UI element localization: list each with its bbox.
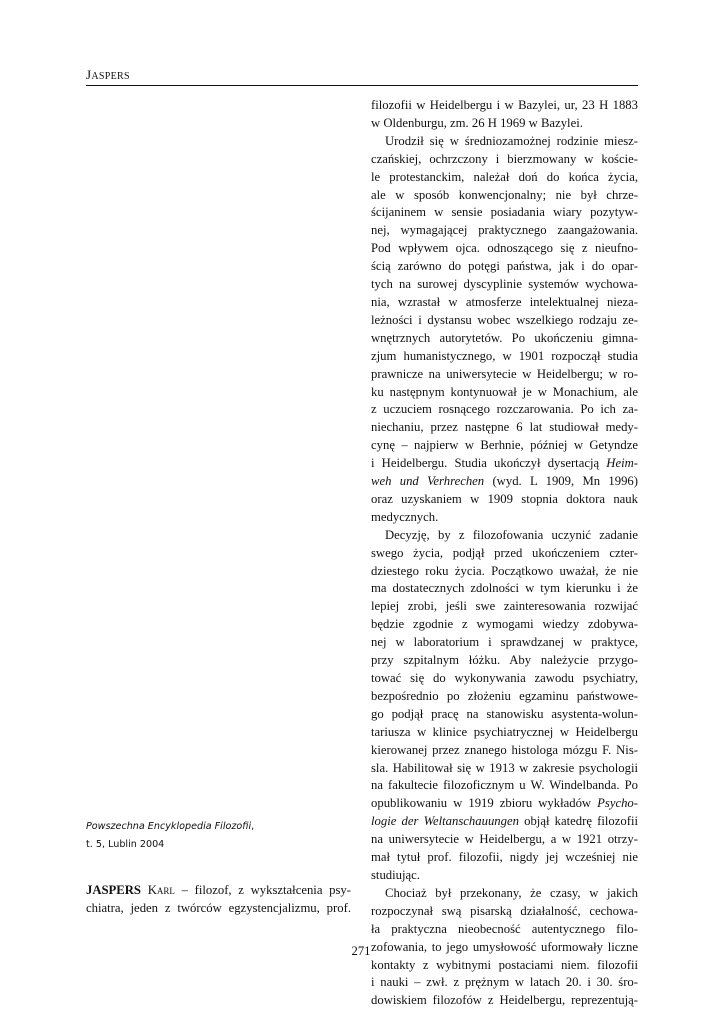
encyclopedia-entry-start xyxy=(86,882,351,918)
text-line: mał tytuł prof. filozofii, nigdy jej wcześniej nie xyxy=(371,850,638,865)
text-line: dziestego roku życia. Początkowo uważał, że nie xyxy=(371,563,638,578)
text-line: w Oldenburgu, zm. 26 H 1969 w Bazylei. xyxy=(371,115,583,130)
text-line: nej w laboratorium i sprawdzanej w praktyce, xyxy=(371,635,638,650)
citation-source-line xyxy=(86,818,326,836)
text-line: oraz uzyskaniem w 1909 stopnia doktora nauk xyxy=(371,491,638,506)
text-line: przy szpitalnym łóżku. Aby należycie przygo- xyxy=(371,653,638,668)
citation-source-title: Powszechna Encyklopedia Filozofii xyxy=(86,821,252,832)
text-line: filozofii w Heidelbergu i w Bazylei, ur, 23 H 1883 xyxy=(371,98,638,112)
paragraph-4 xyxy=(371,885,638,1010)
text-line: Decyzję, by z filozofowania uczynić zadanie xyxy=(385,527,638,542)
text-line: czańskiej, ochrzczony i bierzmowany w koście- xyxy=(371,151,638,166)
citation-comma: , xyxy=(251,821,255,832)
paragraph-3 xyxy=(371,527,638,885)
text-line: prawnicze na uniwersytecie w Heidelbergu; w ro- xyxy=(371,366,638,381)
text-line: ku następnym kontynuował je w Monachium, ale xyxy=(371,384,638,399)
text-line xyxy=(371,795,638,813)
text-line: tować się do wykonywania zawodu psychiatry, xyxy=(371,671,638,685)
book-title-fragment: logie der Weltanschauungen xyxy=(371,814,519,829)
text-fragment: objął katedrę filozofii xyxy=(518,814,638,829)
header-title-initial: J xyxy=(86,67,92,82)
text-line: rozpoczynał swą pisarską działalność, cechowa- xyxy=(371,903,638,918)
text-line: le protestanckim, należał doń do końca życia, xyxy=(371,169,638,184)
book-title-fragment: Heim- xyxy=(606,456,638,471)
text-line: zofowania, to jego umysłowość uformowały liczne xyxy=(371,939,638,954)
text-line: sla. Habilitował się w 1913 w zakresie psychologii xyxy=(371,760,638,775)
text-line: nia, wzrastał w atmosferze intelektualnej nieza- xyxy=(371,294,638,309)
text-line: wnętrznych autorytetów. Po ukończeniu gimna- xyxy=(371,330,638,345)
text-line: bezpośrednio po złożeniu egzaminu państwowe- xyxy=(371,688,638,703)
text-line: ścią zarówno do potęgi państwa, jak i do opar- xyxy=(371,259,638,274)
citation-details: t. 5, Lublin 2004 xyxy=(86,839,165,850)
text-line: studiując. xyxy=(371,867,420,882)
text-line: z uczuciem rosnącego rozczarowania. Po ich za- xyxy=(371,402,638,417)
entry-headword: JASPERS xyxy=(86,883,141,897)
text-fragment: i Heidelbergu. Studia ukończył dysertacją xyxy=(371,456,607,471)
text-line xyxy=(371,473,638,491)
text-line: ale w sposób konwencjonalny; nie był chrze- xyxy=(371,187,638,202)
text-line: chiatra, jeden z twórców egzystencjalizmu, prof. xyxy=(86,900,351,915)
text-line: będzie zgodnie z wymogami wiedzy zdobywa- xyxy=(371,617,638,632)
running-header-title xyxy=(86,67,130,83)
paragraph-2 xyxy=(371,133,638,527)
text-fragment: (wyd. L 1909, Mn 1996) xyxy=(484,474,638,489)
text-line: kierowanej przez znanego histologa mózgu F. Nis- xyxy=(371,742,638,757)
book-title-fragment: Psycho- xyxy=(597,796,638,811)
text-line: ma dostatecznych zdolności w tym kierunku i że xyxy=(371,581,638,596)
text-line: niechaniu, przez następne 6 lat studiował medy- xyxy=(371,420,638,435)
right-column-text xyxy=(371,97,638,1010)
text-line: kontakty z wybitnymi postaciami niem. filozofii xyxy=(371,957,638,972)
text-line: tariusza w klinice psychiatrycznej w Heidelbergu xyxy=(371,724,638,739)
text-line: Chociaż był przekonany, że czasy, w jakich xyxy=(385,885,638,900)
text-line: ła praktyczna nieobecność autentycznego filo- xyxy=(371,921,638,936)
text-line: na uniwersytecie w Heidelbergu, a w 1921 otrzy- xyxy=(371,832,638,847)
text-line: ścijaninem w sensie posiadania wiary pozytyw- xyxy=(371,205,638,220)
text-line: leżności i dystansu wobec wszelkiego rodzaju ze- xyxy=(371,312,638,327)
text-line xyxy=(86,882,351,900)
text-fragment: opublikowaniu w 1919 zbioru wykładów xyxy=(371,796,598,811)
text-line: swego życia, podjął przed ukończeniem czter- xyxy=(371,545,638,560)
page-number: 271 xyxy=(351,944,371,958)
text-line: zjum humanistycznego, w 1901 rozpoczął studia xyxy=(371,348,638,363)
text-line: Pod wpływem ojca. odnoszącego się z nieufno- xyxy=(371,241,638,256)
source-citation xyxy=(86,818,326,854)
text-fragment: – filozof, z wykształcenia psy- xyxy=(174,883,352,897)
text-line: i nauki – zwł. z prężnym w latach 20. i 30. śro- xyxy=(371,975,638,990)
text-line xyxy=(371,455,638,473)
text-line: dowiskiem filozofów z Heidelbergu, reprezentują- xyxy=(371,993,638,1008)
text-line xyxy=(371,813,638,831)
text-line: nej, wymagającej praktycznego zaangażowania. xyxy=(371,223,638,238)
text-line: medycznych. xyxy=(371,509,439,524)
text-line: Urodził się w średniozamożnej rodzinie miesz- xyxy=(385,133,638,148)
text-line: tych na surowej dyscyplinie systemów wychowa- xyxy=(371,277,638,292)
text-line: na fakultecie filozoficznym u W. Windelbanda. Po xyxy=(371,778,638,793)
book-title-fragment: weh und Verhrechen xyxy=(371,474,485,489)
text-line: go podjął pracę na stanowisku asystenta-wolun- xyxy=(371,706,638,721)
header-title-rest: ASPERS xyxy=(91,71,130,82)
text-line: cynę – najpierw w Berhnie, później w Getyndze xyxy=(371,438,638,453)
paragraph-1 xyxy=(371,97,638,133)
entry-first-name: Karl xyxy=(147,883,175,897)
header-rule xyxy=(86,85,638,86)
running-header xyxy=(86,66,638,88)
text-line: lepiej zrobi, jeśli swe zainteresowania rozwijać xyxy=(371,599,638,614)
